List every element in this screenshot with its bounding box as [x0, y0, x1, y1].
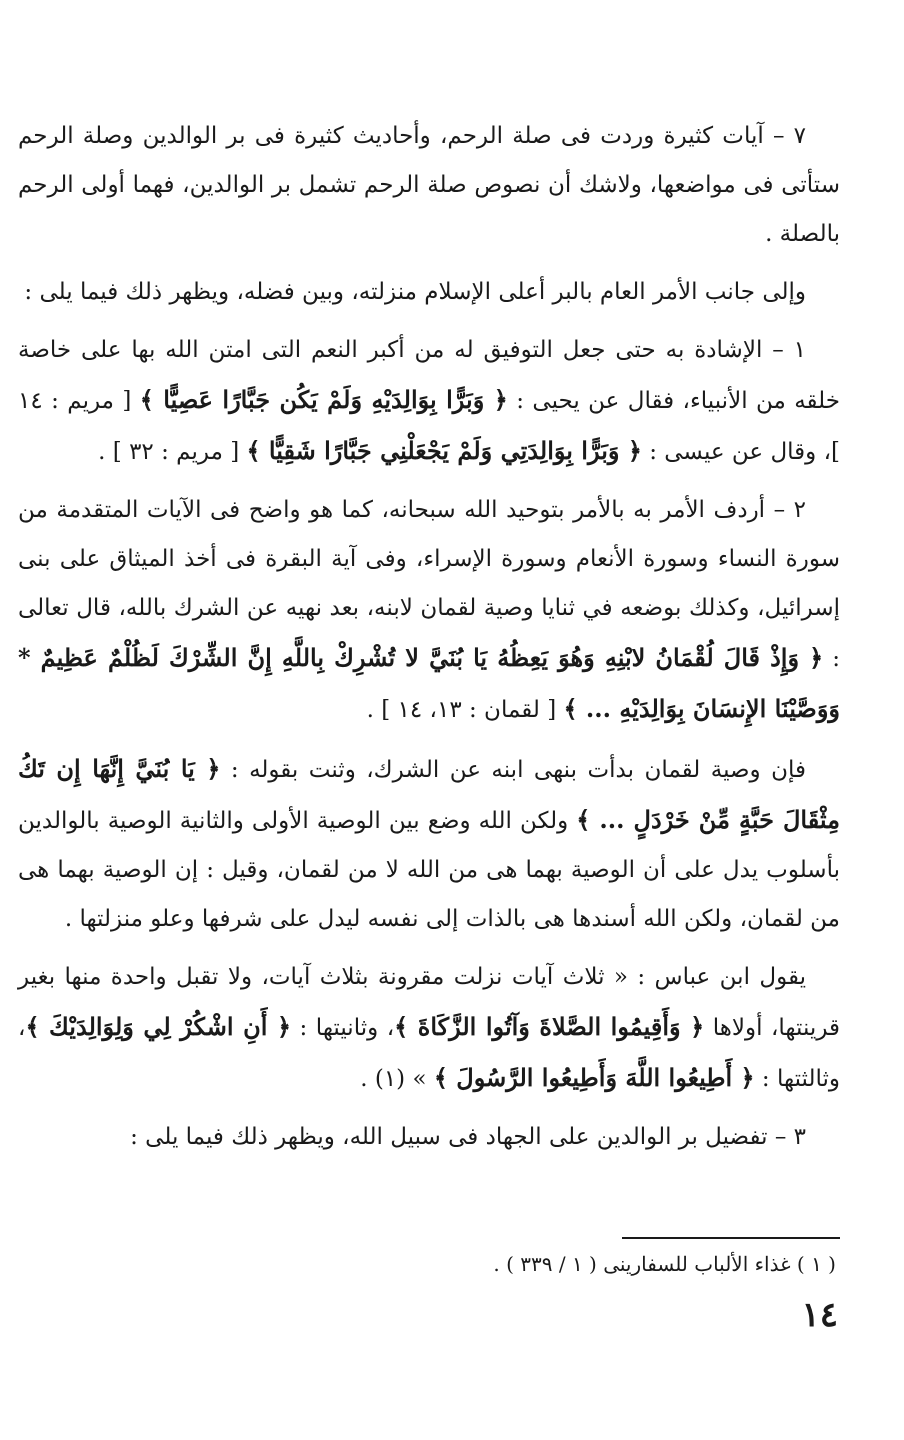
- paragraph-text: [ مريم : ١٤ ]، وقال عن عيسى :: [18, 388, 840, 465]
- paragraph-p2: [18, 268, 840, 317]
- paragraph-text: ، وثانيتها :: [291, 1015, 395, 1041]
- page-number: ١٤: [801, 1295, 838, 1335]
- quran-verse: ﴿ وَإِذْ قَالَ لُقْمَانُ لابْنِهِ وَهُوَ يَعِظُهُ يَا بُنَيَّ لا تُشْرِكْ بِاللَّهِ إِنَّ الشِّرْكَ لَظُلْمٌ عَظِيمٌ * وَوَصَّيْنَا الإِنسَانَ بِوَالِدَيْهِ ... ﴾: [18, 643, 840, 723]
- paragraph-p7: [18, 1113, 840, 1162]
- paragraph-text: ٣ – تفضيل بر الوالدين على الجهاد فى سبيل الله، ويظهر ذلك فيما يلى :: [130, 1124, 806, 1150]
- page-body: [18, 112, 840, 1171]
- paragraph-text: ، وثالثتها :: [18, 1015, 840, 1092]
- paragraph-text: » (١) .: [360, 1066, 434, 1092]
- quran-verse: ﴿ وَبَرًّا بِوَالِدَيْهِ وَلَمْ يَكُن جَبَّارًا عَصِيًّا ﴾: [139, 385, 508, 414]
- quran-verse: ﴿ أَطِيعُوا اللَّهَ وَأَطِيعُوا الرَّسُولَ ﴾: [433, 1063, 755, 1092]
- footnote-separator: [622, 1237, 840, 1239]
- paragraph-p3: [18, 326, 840, 477]
- quran-verse: ﴿ أَنِ اشْكُرْ لِي وَلِوَالِدَيْكَ ﴾: [25, 1012, 292, 1041]
- paragraph-text: ٢ – أردف الأمر به بالأمر بتوحيد الله سبحانه، كما هو واضح فى الآيات المتقدمة من سورة النساء وسورة الأنعام وسورة الإسراء، وفى آية البقرة فى أخذ الميثاق على بنى إسرائيل، وكذلك بوضعه في ثنايا وصية لقمان لابنه، بعد نهيه عن الشرك بالله، قال تعالى :: [18, 497, 841, 672]
- paragraph-p4: [18, 486, 840, 735]
- quran-verse: ﴿ وَبَرًّا بِوَالِدَتِي وَلَمْ يَجْعَلْنِي جَبَّارًا شَقِيًّا ﴾: [246, 436, 642, 465]
- paragraph-text: وإلى جانب الأمر العام بالبر أعلى الإسلام منزلته، وبين فضله، ويظهر ذلك فيما يلى :: [24, 279, 806, 305]
- quran-verse: ﴿ يَا بُنَيَّ إِنَّهَا إِن تَكُ مِثْقَالَ حَبَّةٍ مِّنْ خَرْدَلٍ ... ﴾: [18, 754, 840, 834]
- paragraph-text: [ لقمان : ١٣، ١٤ ] .: [366, 697, 564, 723]
- paragraph-p5: [18, 744, 840, 944]
- paragraph-p1: [18, 112, 840, 259]
- footnote: ( ١ ) غذاء الألباب للسفارينى ( ١ / ٣٣٩ ) .: [493, 1252, 836, 1276]
- paragraph-text: فإن وصية لقمان بدأت بنهى ابنه عن الشرك، وثنت بقوله :: [220, 757, 806, 783]
- paragraph-text: [ مريم : ٣٢ ] .: [98, 439, 247, 465]
- quran-verse: ﴿ وَأَقِيمُوا الصَّلاةَ وَآتُوا الزَّكَاةَ ﴾: [394, 1012, 705, 1041]
- paragraph-p6: [18, 953, 840, 1104]
- paragraph-text: ٧ – آيات كثيرة وردت فى صلة الرحم، وأحاديث كثيرة فى بر الوالدين وصلة الرحم ستأتى فى مواضعها، ولاشك أن نصوص صلة الرحم تشمل بر الوالدين، فهما أولى الرحم بالصلة .: [18, 123, 840, 247]
- paragraph-text: ولكن الله وضع بين الوصية الأولى والثانية الوصية بالوالدين بأسلوب يدل على أن الوصية بهما هى من الله لا من لقمان، وقيل : إن الوصية بهما هى من لقمان، ولكن الله أسندها هى بالذات إلى نفسه ليدل على شرفها وعلو منزلتها .: [18, 808, 840, 932]
- paragraph-text: ١ – الإشادة به حتى جعل التوفيق له من أكبر النعم التى امتن الله بها على خاصة خلقه من الأنبياء، فقال عن يحيى :: [18, 337, 841, 414]
- paragraph-text: يقول ابن عباس : « ثلاث آيات نزلت مقرونة بثلاث آيات، ولا تقبل واحدة منها بغير قرينتها، أولاها: [18, 964, 840, 1041]
